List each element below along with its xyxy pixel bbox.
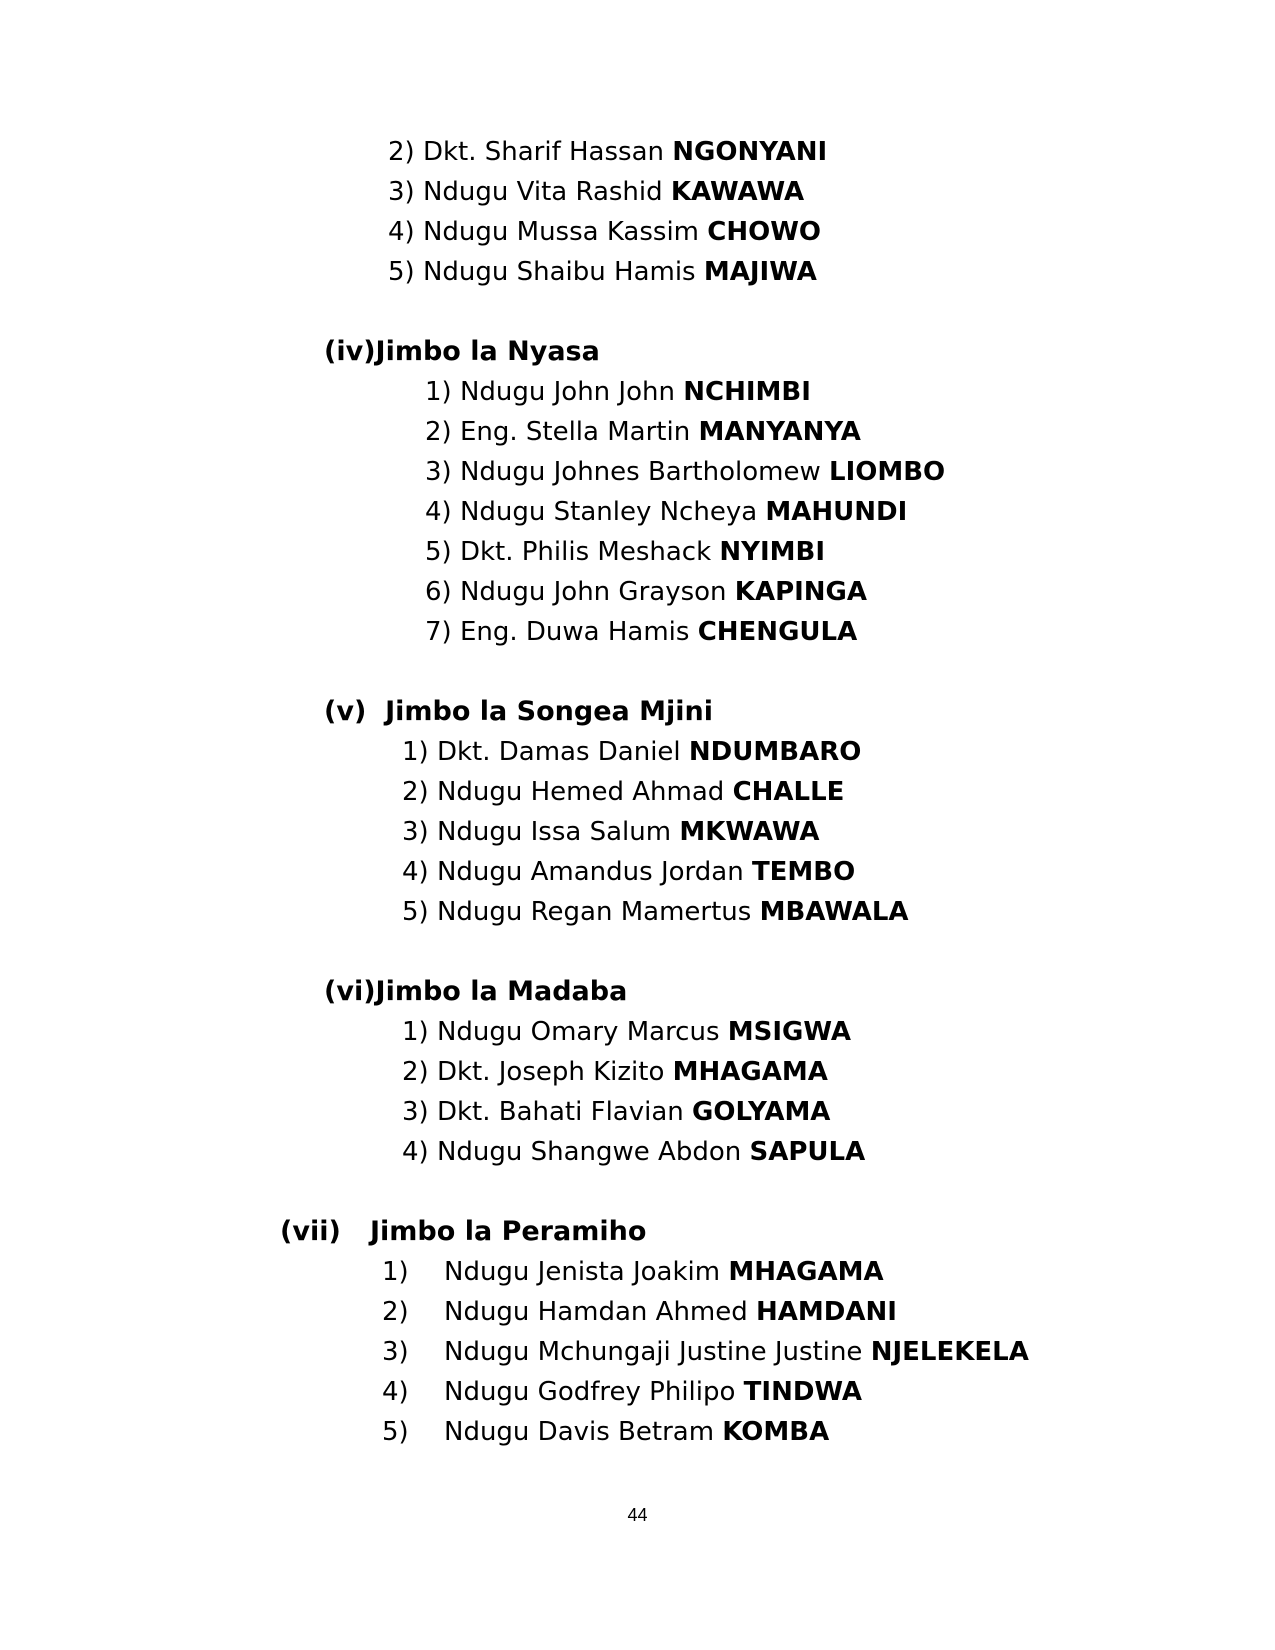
item-surname: KAPINGA (734, 577, 868, 607)
item-given-name: Eng. Stella Martin (459, 417, 691, 447)
list-item (382, 1412, 829, 1452)
item-given-name: Dkt. Damas Daniel (436, 737, 681, 767)
list-item (382, 1332, 1029, 1372)
section-title: Jimbo la Peramiho (370, 1216, 647, 1247)
item-number: 1) (402, 1017, 429, 1047)
item-surname: KOMBA (722, 1417, 830, 1447)
item-number: 3) (402, 1097, 429, 1127)
item-given-name: Ndugu Godfrey Philipo (444, 1377, 736, 1407)
item-number: 4) (402, 1137, 429, 1167)
item-number: 3) (388, 177, 415, 207)
item-number: 5) (425, 537, 452, 567)
item-number: 1) (425, 377, 452, 407)
item-number: 4) (402, 857, 429, 887)
item-given-name: Ndugu Mchungaji Justine Justine (444, 1337, 863, 1367)
list-item (402, 892, 909, 932)
list-item (402, 852, 855, 892)
item-surname: NCHIMBI (683, 377, 811, 407)
item-surname: NDUMBARO (688, 737, 862, 767)
list-item (425, 492, 907, 532)
item-given-name: Ndugu Stanley Ncheya (459, 497, 758, 527)
item-surname: KAWAWA (670, 177, 805, 207)
item-given-name: Ndugu Davis Betram (444, 1417, 715, 1447)
list-item (425, 612, 857, 652)
list-item (402, 1132, 865, 1172)
item-number: 5) (402, 897, 429, 927)
item-surname: MHAGAMA (672, 1057, 828, 1087)
item-surname: NGONYANI (672, 137, 828, 167)
item-given-name: Ndugu Mussa Kassim (422, 217, 699, 247)
item-given-name: Ndugu Hemed Ahmad (436, 777, 725, 807)
item-surname: MSIGWA (727, 1017, 852, 1047)
item-surname: SAPULA (749, 1137, 866, 1167)
list-item (402, 812, 819, 852)
item-given-name: Ndugu Jenista Joakim (444, 1257, 721, 1287)
item-number: 4) (382, 1377, 409, 1407)
item-number: 3) (382, 1337, 409, 1367)
item-given-name: Dkt. Bahati Flavian (436, 1097, 684, 1127)
list-item (388, 172, 804, 212)
section-heading-nyasa (324, 332, 600, 372)
item-number: 1) (402, 737, 429, 767)
section-title: Jimbo la Songea Mjini (385, 696, 714, 727)
item-surname: MBAWALA (759, 897, 909, 927)
item-surname: CHENGULA (697, 617, 858, 647)
list-item (382, 1372, 862, 1412)
item-given-name: Ndugu John Grayson (459, 577, 727, 607)
item-surname: HAMDANI (756, 1297, 897, 1327)
item-surname: MANYANYA (698, 417, 861, 447)
item-given-name: Ndugu Shangwe Abdon (436, 1137, 742, 1167)
item-surname: MAJIWA (703, 257, 817, 287)
item-surname: GOLYAMA (692, 1097, 831, 1127)
item-surname: CHOWO (707, 217, 821, 247)
list-item (402, 1092, 830, 1132)
item-number: 3) (425, 457, 452, 487)
page-number: 44 (627, 1505, 648, 1525)
item-surname: CHALLE (732, 777, 845, 807)
item-surname: LIOMBO (829, 457, 946, 487)
list-item (388, 132, 827, 172)
section-roman: (vii) (280, 1216, 341, 1247)
section-roman: (iv) (324, 336, 376, 367)
section-title: Jimbo la Madaba (375, 976, 628, 1007)
item-surname: TINDWA (743, 1377, 863, 1407)
item-surname: NYIMBI (719, 537, 826, 567)
item-number: 2) (425, 417, 452, 447)
item-surname: MHAGAMA (728, 1257, 884, 1287)
item-given-name: Eng. Duwa Hamis (459, 617, 690, 647)
list-item (402, 1012, 851, 1052)
item-given-name: Ndugu Regan Mamertus (436, 897, 752, 927)
item-number: 2) (382, 1297, 409, 1327)
item-number: 5) (382, 1417, 409, 1447)
item-given-name: Ndugu Vita Rashid (422, 177, 663, 207)
item-given-name: Ndugu Amandus Jordan (436, 857, 744, 887)
list-item (425, 572, 867, 612)
item-number: 6) (425, 577, 452, 607)
item-given-name: Ndugu Johnes Bartholomew (459, 457, 821, 487)
list-item (402, 732, 861, 772)
item-given-name: Ndugu John John (459, 377, 675, 407)
item-number: 2) (402, 1057, 429, 1087)
section-roman: (v) (324, 696, 367, 727)
item-given-name: Dkt. Philis Meshack (459, 537, 712, 567)
item-surname: MKWAWA (679, 817, 820, 847)
item-number: 2) (402, 777, 429, 807)
item-surname: MAHUNDI (765, 497, 908, 527)
item-given-name: Dkt. Joseph Kizito (436, 1057, 665, 1087)
item-number: 4) (388, 217, 415, 247)
item-surname: TEMBO (751, 857, 856, 887)
section-heading-songea-mjini (324, 692, 713, 732)
list-item (388, 252, 817, 292)
item-given-name: Ndugu Omary Marcus (436, 1017, 720, 1047)
section-heading-madaba (324, 972, 627, 1012)
list-item (402, 772, 844, 812)
section-title: Jimbo la Nyasa (375, 336, 600, 367)
item-number: 5) (388, 257, 415, 287)
list-item (402, 1052, 828, 1092)
list-item (388, 212, 821, 252)
item-number: 3) (402, 817, 429, 847)
section-heading-peramiho (280, 1212, 646, 1252)
item-given-name: Ndugu Shaibu Hamis (422, 257, 696, 287)
list-item (425, 532, 825, 572)
list-item (382, 1252, 884, 1292)
item-number: 2) (388, 137, 415, 167)
list-item (382, 1292, 897, 1332)
section-roman: (vi) (324, 976, 376, 1007)
list-item (425, 412, 861, 452)
list-item (425, 452, 945, 492)
item-given-name: Dkt. Sharif Hassan (422, 137, 664, 167)
item-number: 1) (382, 1257, 409, 1287)
item-given-name: Ndugu Issa Salum (436, 817, 672, 847)
item-surname: NJELEKELA (870, 1337, 1029, 1367)
item-given-name: Ndugu Hamdan Ahmed (444, 1297, 748, 1327)
item-number: 7) (425, 617, 452, 647)
item-number: 4) (425, 497, 452, 527)
list-item (425, 372, 811, 412)
